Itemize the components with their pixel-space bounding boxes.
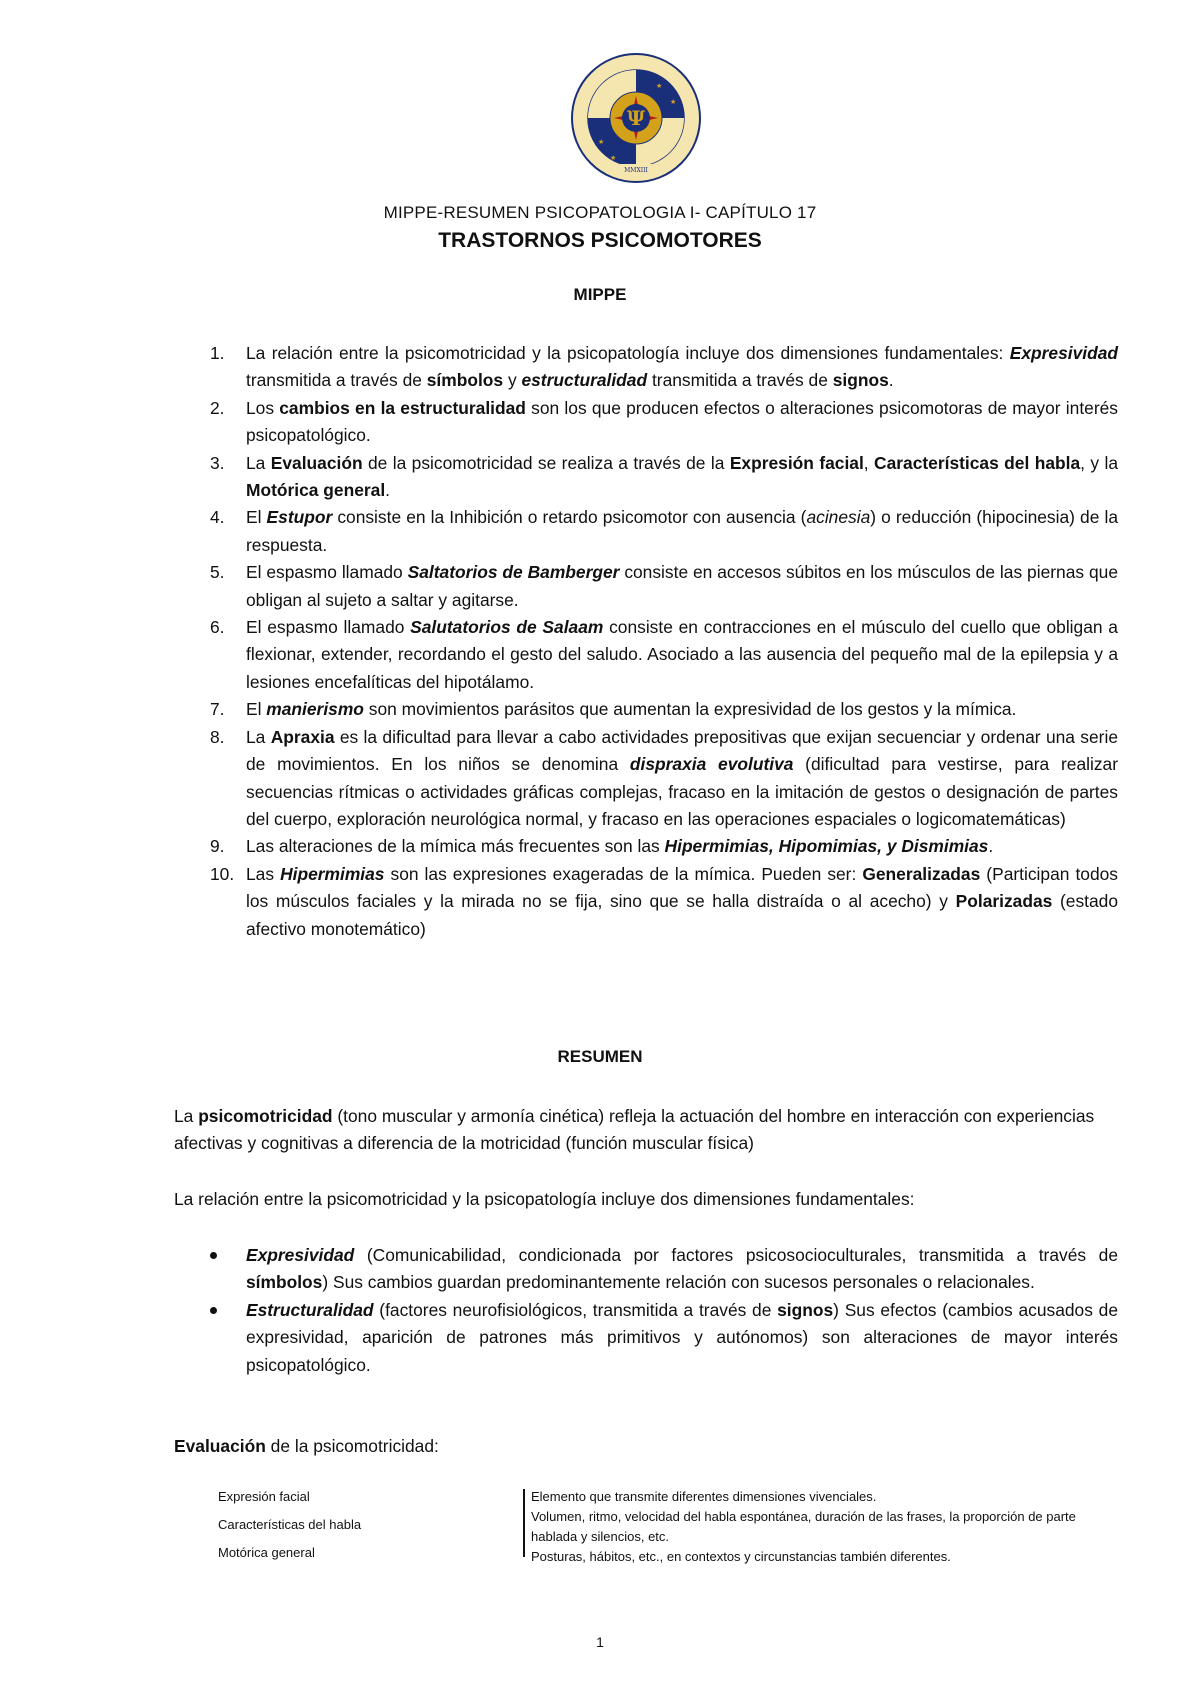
text-run: Los: [246, 397, 280, 418]
text-run: Las alteraciones de la mímica más frecuentes son las: [246, 836, 665, 857]
text-run: son las expresiones exageradas de la mímica. Pueden ser:: [384, 863, 863, 884]
text-run: ) o reducción (hipocinesia) de la respuesta.: [246, 507, 1118, 555]
point-number: 9.: [210, 836, 225, 857]
emphasized-text: Polarizadas: [955, 891, 1053, 912]
emphasized-text: Saltatorios de Bamberger: [407, 562, 620, 583]
emphasized-text: Motórica general: [246, 480, 386, 501]
point-number: 7.: [210, 699, 225, 720]
text-run: y: [503, 370, 522, 391]
point-number: 1.: [210, 343, 225, 363]
text-run: consiste en contracciones en el músculo del cuello que obligan a flexionar, extender, recordando el gesto del saludo. Asociado a las ausencia del pequeño mal de la epilepsia y a lesiones encefalíticas del hipotálamo.: [246, 617, 1118, 692]
numbered-point: [174, 504, 1118, 559]
section-heading-mippe: MIPPE: [573, 285, 627, 304]
text-run: (Participan todos los músculos faciales y la mirada no se fija, sino que se halla distraída o al acecho) y: [246, 863, 1118, 912]
section-heading-resumen: RESUMEN: [557, 1047, 643, 1066]
svg-text:★: ★: [656, 83, 663, 90]
emphasized-text: cambios en la estructuralidad: [279, 397, 526, 418]
numbered-point: [174, 696, 1118, 723]
bullet-item: [174, 1297, 1118, 1379]
evaluation-descriptions: [531, 1487, 1121, 1567]
emphasized-text: signos: [777, 1299, 834, 1320]
svg-text:MMXIII: MMXIII: [624, 167, 648, 174]
text-run: (tono muscular y armonía cinética) refleja la actuación del hombre en interacción con experiencias afectivas y cognitivas a diferencia de la motricidad (función muscular física): [174, 1106, 1095, 1154]
numbered-point: [174, 861, 1118, 943]
text-run: .: [988, 836, 994, 857]
emphasized-text: dispraxia evolutiva: [629, 754, 794, 775]
text-run: (dificultad para vestirse, para realizar secuencias rítmicas o actividades gráficas complejas, fracaso en la imitación de gestos o designación de partes del cuerpo, exploración neurológica normal, y fracaso en las operaciones espaciales o logicomatemáticas): [246, 754, 1119, 829]
text-run: son los que producen efectos o alteraciones psicomotoras de mayor interés psicopatológico.: [246, 397, 1118, 446]
text-run: La: [174, 1106, 199, 1126]
document-title: TRASTORNOS PSICOMOTORES: [438, 229, 762, 252]
evaluation-label: Expresión facial: [218, 1489, 310, 1504]
bullet-dot-icon: [210, 1307, 217, 1314]
text-run: El espasmo llamado: [246, 562, 408, 583]
text-run: de la psicomotricidad se realiza a través de la: [362, 452, 730, 473]
text-run: El: [246, 507, 267, 528]
evaluation-label: Características del habla: [218, 1517, 362, 1532]
emphasized-text: psicomotricidad: [198, 1106, 333, 1126]
bullet-item: [174, 1242, 1118, 1297]
text-run: ,: [863, 452, 875, 473]
dimensions-bullet-list: [174, 1242, 1118, 1379]
text-run: ) Sus cambios guardan predominantemente relación con sucesos personales o relacionales.: [322, 1272, 1035, 1293]
emphasized-text: Expresividad: [246, 1245, 355, 1265]
emphasized-text: Estupor: [266, 507, 333, 528]
evaluation-description: Elemento que transmite diferentes dimensiones vivenciales.: [531, 1489, 877, 1504]
resumen-paragraph-2: La relación entre la psicomotricidad y la psicopatología incluye dos dimensiones fundamentales:: [174, 1189, 915, 1209]
svg-text:★: ★: [670, 99, 677, 106]
numbered-point: [174, 340, 1118, 395]
evaluation-heading: [174, 1436, 439, 1457]
evaluation-label: Motórica general: [218, 1545, 315, 1560]
numbered-point: [174, 833, 1118, 860]
emphasized-text: símbolos: [246, 1272, 323, 1293]
text-run: es la dificultad para llevar a cabo actividades prepositivas que exijan secuenciar y ordenar una serie de movimientos. En los niños se denomina: [246, 726, 1118, 775]
text-run: (factores neurofisiológicos, transmitida a través de: [373, 1299, 778, 1320]
text-run: transmitida a través de: [647, 370, 833, 391]
svg-text:★: ★: [610, 155, 617, 162]
emphasized-text: Expresión facial: [729, 452, 864, 473]
emphasized-text: Apraxia: [270, 726, 335, 747]
bullet-dot-icon: [210, 1252, 217, 1259]
emphasized-text: Evaluación: [174, 1436, 266, 1456]
text-run: El espasmo llamado: [246, 617, 411, 638]
text-run: son movimientos parásitos que aumentan la expresividad de los gestos y la mímica.: [363, 699, 1017, 720]
svg-text:Ψ: Ψ: [626, 106, 646, 130]
numbered-point: [174, 614, 1118, 696]
emphasized-text: Estructuralidad: [246, 1299, 374, 1320]
emphasized-text: estructuralidad: [521, 370, 648, 391]
emphasized-text: Características del habla: [874, 452, 1081, 473]
text-run: transmitida a través de: [246, 370, 427, 391]
table-divider: [523, 1489, 525, 1557]
point-number: 3.: [210, 452, 225, 473]
numbered-point: [174, 724, 1118, 834]
point-number: 10.: [210, 863, 235, 884]
emphasized-text: acinesia: [806, 507, 871, 528]
point-number: 8.: [210, 726, 225, 747]
emphasized-text: Hipermimias: [280, 863, 385, 884]
emphasized-text: Hipermimias, Hipomimias, y Dismimias: [664, 836, 989, 857]
svg-text:★: ★: [598, 139, 605, 146]
emphasized-text: manierismo: [266, 699, 364, 720]
emphasized-text: Evaluación: [270, 452, 363, 473]
point-number: 2.: [210, 397, 225, 418]
text-run: consiste en accesos súbitos en los músculos de las piernas que obligan al sujeto a saltar y agitarse.: [246, 562, 1118, 610]
text-run: de la psicomotricidad:: [265, 1436, 439, 1456]
evaluation-description: Posturas, hábitos, etc., en contextos y circunstancias también diferentes.: [531, 1549, 951, 1564]
emphasized-text: Expresividad: [1009, 343, 1118, 363]
text-run: Las: [246, 863, 281, 884]
emphasized-text: Generalizadas: [862, 863, 981, 884]
emphasized-text: símbolos: [426, 370, 504, 391]
evaluation-description: Volumen, ritmo, velocidad del habla espontánea, duración de las frases, la proporción de parte hablada y silencios, etc.: [531, 1509, 1076, 1544]
institution-seal-logo: [570, 52, 702, 184]
text-run: (Comunicabilidad, condicionada por factores psicosocioculturales, transmitida a través de: [354, 1245, 1118, 1265]
text-run: , y la: [1080, 452, 1118, 473]
text-run: .: [888, 370, 894, 391]
emphasized-text: Salutatorios de Salaam: [410, 617, 604, 638]
text-run: La relación entre la psicomotricidad y la psicopatología incluye dos dimensiones fundamentales:: [246, 343, 1010, 363]
point-number: 4.: [210, 507, 225, 528]
text-run: La: [246, 726, 271, 747]
resumen-paragraph-1: [174, 1103, 1118, 1158]
numbered-point: [174, 395, 1118, 450]
emphasized-text: signos: [832, 370, 889, 391]
numbered-points-list: [174, 340, 1118, 943]
document-subtitle: MIPPE-RESUMEN PSICOPATOLOGIA I- CAPÍTULO 17: [383, 203, 817, 222]
text-run: consiste en la Inhibición o retardo psicomotor con ausencia (: [332, 507, 807, 528]
numbered-point: [174, 450, 1118, 505]
text-run: (estado afectivo monotemático): [246, 891, 1119, 939]
page-number: 1: [596, 1634, 604, 1650]
point-number: 6.: [210, 617, 225, 638]
point-number: 5.: [210, 562, 225, 583]
text-run: ) Sus efectos (cambios acusados de expresividad, aparición de patrones más primitivos y autónomos) son alteraciones de mayor interés psicopatológico.: [246, 1299, 1118, 1375]
text-run: El: [246, 699, 267, 720]
text-run: La: [246, 452, 271, 473]
numbered-point: [174, 559, 1118, 614]
text-run: .: [385, 480, 391, 501]
